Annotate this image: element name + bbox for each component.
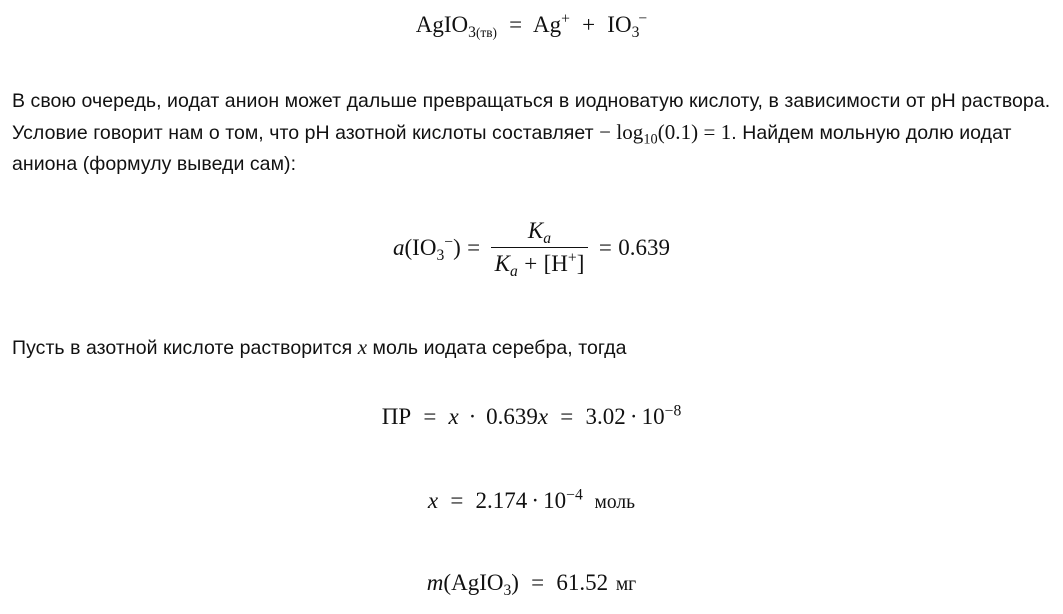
silver-cation: Ag+	[533, 10, 570, 37]
solubility-product-value: $3.02 \cdot 10^{-8}$	[585, 402, 682, 429]
dissolution-equation	[0, 10, 1063, 41]
molar-fraction-equation	[0, 218, 1063, 280]
x-value: $2.174 \cdot 10^{-4}$	[475, 486, 583, 513]
molar-fraction-value: 0.639	[618, 234, 670, 260]
x-value-equation: $x = 2.174 \cdot 10^{-4}$ моль	[427, 486, 636, 513]
variable-x: x	[357, 335, 368, 359]
equals-sign: =	[598, 234, 612, 260]
silver-iodate-formula: AgIO$_{3(тв)}$	[415, 12, 497, 41]
paragraph-text-2: . Найдем мольную долю иодат аниона (формулу выведи сам):	[12, 122, 1012, 175]
equals-sign: =	[467, 234, 481, 260]
mass-unit: мг	[615, 574, 637, 595]
paragraph-dissolution-assumption	[12, 332, 1057, 364]
molar-fraction-lhs: $a(IO_3^-)$	[393, 232, 461, 264]
mass-value: 61.52	[556, 570, 609, 595]
mass-equation: m(AgIO$_3$) = 61.52 мг	[426, 570, 637, 599]
plus-sign: +	[582, 12, 596, 37]
paragraph-text-1: В свою очередь, иодат анион может дальше превращаться в иодноватую кислоту, в зависимости от pH раствора. Условие говорит нам о том, что pH азотной кислоты составляет	[12, 90, 1051, 144]
paragraph-text-3: Пусть в азотной кислоте растворится	[12, 337, 353, 359]
equals-sign: =	[509, 12, 523, 37]
fraction-denominator: $K_a + [H^+]$	[491, 247, 589, 277]
x-unit: моль	[594, 492, 636, 513]
iodate-anion: $IO_3^-$	[607, 10, 648, 41]
fraction	[491, 218, 589, 280]
paragraph-ph-explanation	[12, 86, 1057, 180]
solubility-product-symbol: ПР	[381, 404, 412, 429]
solubility-product-equation: ПР = $x \cdot 0.639x = 3.02 \cdot 10^{-8}$	[381, 402, 682, 429]
fraction-numerator: $K_a$	[527, 218, 552, 247]
paragraph-text-4: моль иодата серебра, тогда	[372, 337, 627, 359]
ph-calculation-formula: − $\log_{10}(0.1) = 1$	[599, 120, 732, 148]
